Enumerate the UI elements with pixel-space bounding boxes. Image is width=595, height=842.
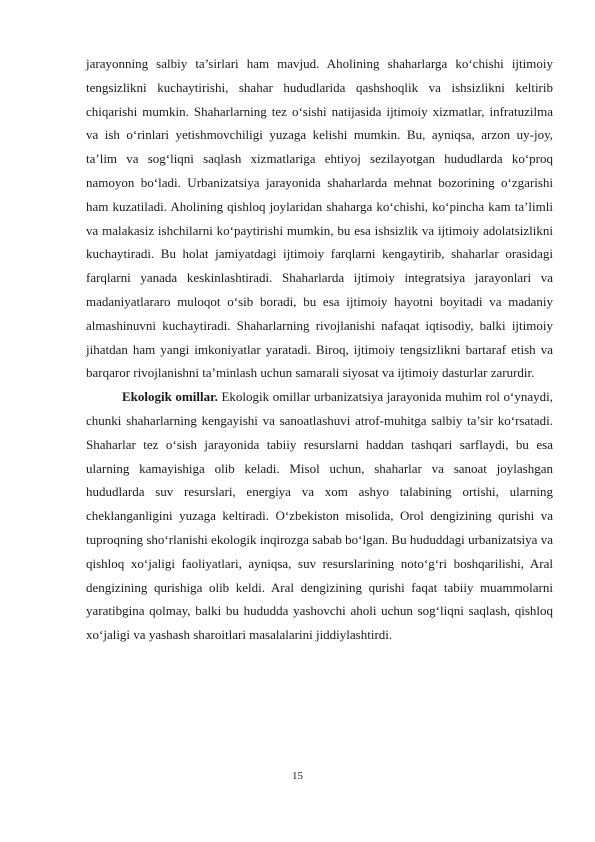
paragraph-text: jarayonning salbiy ta’sirlari ham mavjud. Aholining shaharlarga ko‘chishi ijtimoiy tengsizlikni kuchaytirishi, shahar hududlarida qashshoqlik va ishsizlikni keltirib chiqarishi mumkin. Shaharlarning tez o‘sishi natijasida ijtimoiy xizmatlar, infratuzilma va ish o‘rinlari yetishmovchiligi yuzaga kelishi mumkin. Bu, ayniqsa, arzon uy-joy, ta’lim va sog‘liqni saqlash xizmatlariga ehtiyoj sezilayotgan hududlarda ko‘proq namoyon bo‘ladi. Urbanizatsiya jarayonida shaharlarda mehnat bozorining o‘zgarishi ham kuzatiladi. Aholining qishloq joylaridan shaharga ko‘chishi, ko‘pincha kam ta’limli va malakasiz ishchilarni ko‘paytirishi mumkin, bu esa ishsizlik va ijtimoiy adolatsizlikni kuchaytiradi. Bu holat jamiyatdagi ijtimoiy farqlarni kengaytirib, shaharlar orasidagi farqlarni yanada keskinlashtiradi. Shaharlarda ijtimoiy integratsiya jarayonlari va madaniyatlararo muloqot o‘sib boradi, bu esa ijtimoiy hayotni boyitadi va madaniy almashinuvni kuchaytiradi. Shaharlarning rivojlanishi nafaqat iqtisodiy, balki ijtimoiy jihatdan ham yangi imkoniyatlar yaratadi. Biroq, ijtimoiy tengsizlikni bartaraf etish va barqaror rivojlanishni ta’minlash uchun samarali siyosat va ijtimoiy dasturlar zarurdir.: [86, 56, 553, 381]
body-text: [86, 52, 553, 647]
paragraph-social-effects: [86, 52, 553, 385]
page-number: 15: [292, 770, 303, 782]
section-heading-ecological: Ekologik omillar.: [122, 389, 218, 405]
paragraph-text: Ekologik omillar urbanizatsiya jarayonida muhim rol o‘ynaydi, chunki shaharlarning kengayishi va sanoatlashuvi atrof-muhitga salbiy ta’sir ko‘rsatadi. Shaharlar tez o‘sish jarayonida tabiiy resurslarni haddan tashqari sarflaydi, bu esa ularning kamayishiga olib keladi. Misol uchun, shaharlar va sanoat joylashgan hududlarda suv resurslari, energiya va xom ashyo talabining ortishi, ularning cheklanganligini yuzaga keltiradi. O‘zbekiston misolida, Orol dengizining qurishi va tuproqning sho‘rlanishi ekologik inqirozga sabab bo‘lgan. Bu hududdagi urbanizatsiya va qishloq xo‘jaligi faoliyatlari, ayniqsa, suv resurslarining noto‘g‘ri boshqarilishi, Aral dengizining qurishiga olib keldi. Aral dengizining qurishi faqat tabiiy muammolarni yaratibgina qolmay, balki bu hududda yashovchi aholi uchun sog‘liqni saqlash, qishloq xo‘jaligi va yashash sharoitlari masalalarini jiddiylashtirdi.: [86, 389, 553, 643]
paragraph-ecological-factors: [86, 385, 553, 647]
